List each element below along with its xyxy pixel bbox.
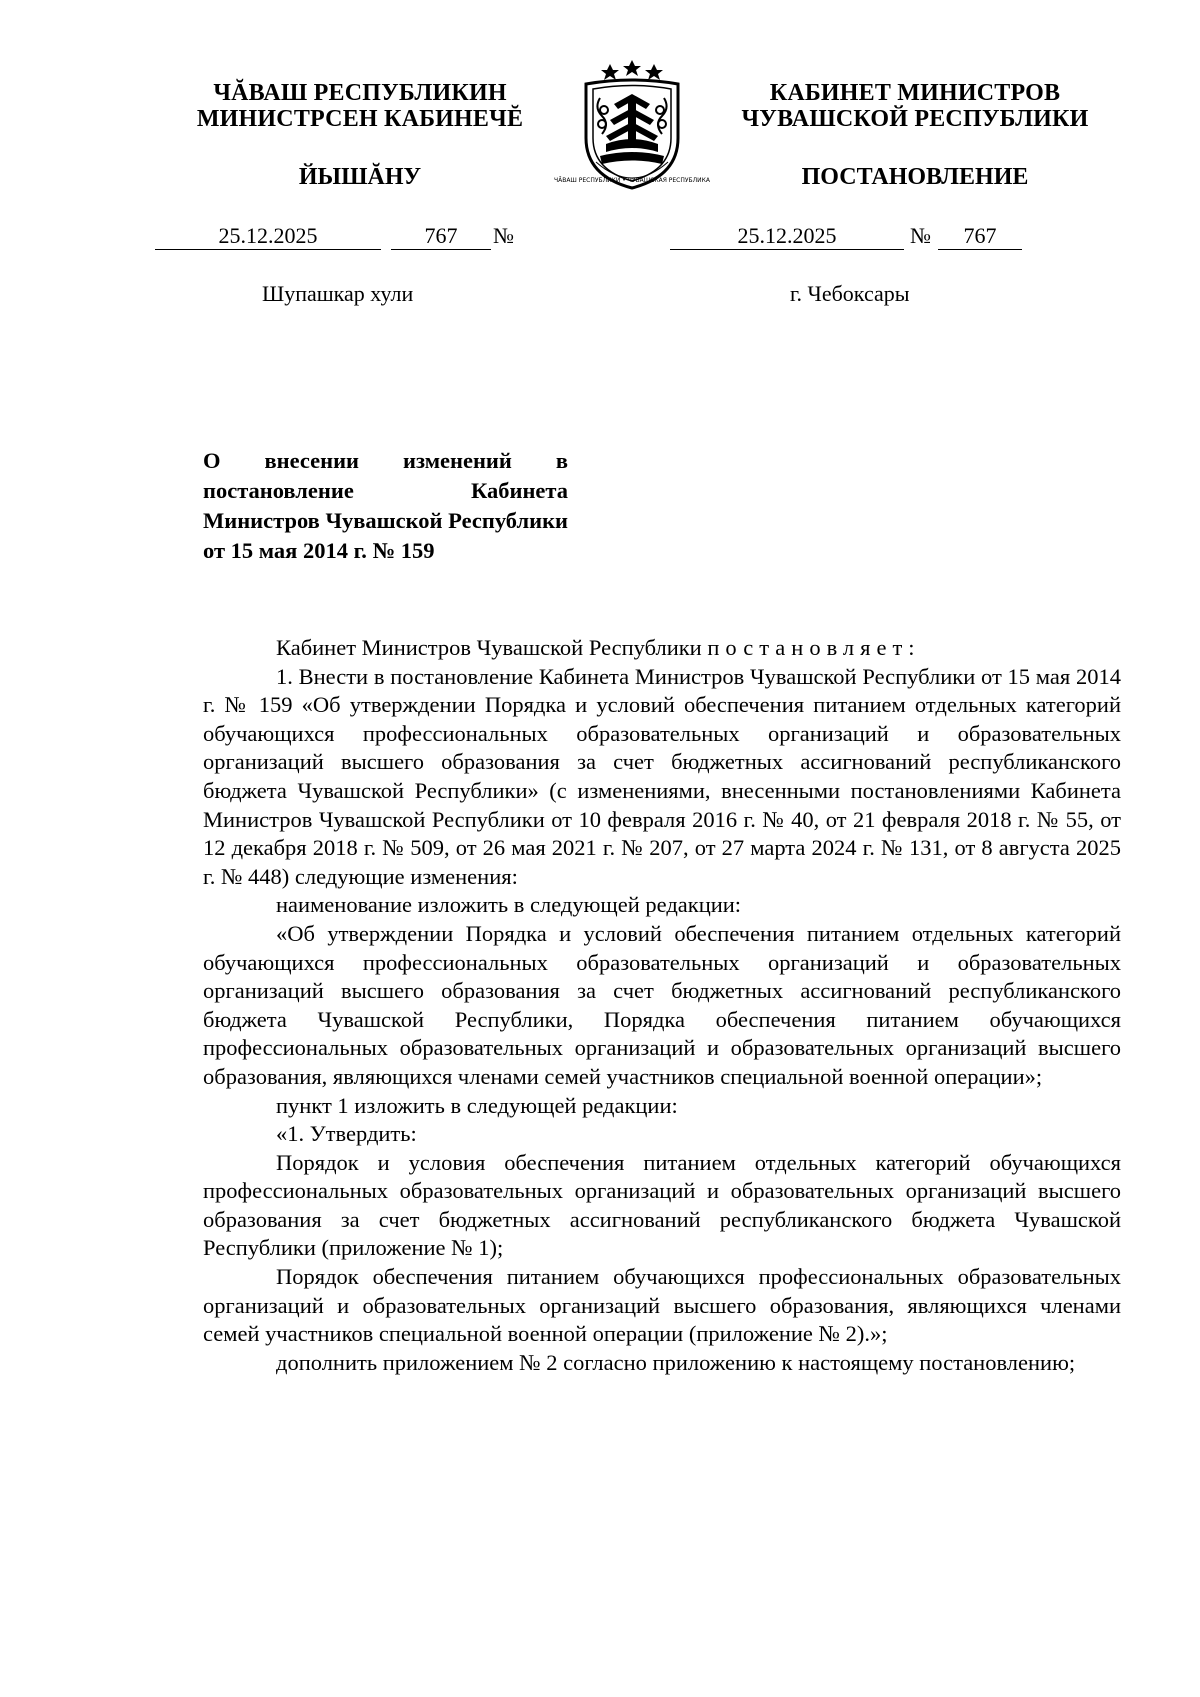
chuvash-city: Шупашкар хули <box>262 281 414 306</box>
russian-number-sign: № <box>910 223 931 248</box>
document-body <box>203 634 1121 1377</box>
header-chuvash-line2: МИНИСТРСЕН КАБИНЕЧĔ <box>196 106 524 132</box>
intro-verb: постановляет: <box>707 635 921 660</box>
document-subject: О внесении изменений в постановление Кабинета Министров Чувашской Республики от 15 мая 2014 г. № 159 <box>203 448 568 563</box>
chuvash-number-sign: № <box>493 223 514 248</box>
doc-type-chuvash: ЙЫШĂНУ <box>298 164 422 190</box>
chuvash-date-number-line <box>155 224 525 250</box>
paragraph-3: «Об утверждении Порядка и условий обеспечения питанием отдельных категорий обучающихся профессиональных образовательных организаций и образовательных организаций высшего образования за счет бюджетных ассигнований республиканского бюджета Чувашской Республики, Порядка обеспечения питанием обучающихся профессиональных образовательных организаций и образовательных организаций высшего образования, являющихся членами семей участников специальной военной операции»; <box>203 920 1121 1089</box>
header-chuvash-line1: ЧĂВАШ РЕСПУБЛИКИН <box>213 80 507 106</box>
header-russian-line2: ЧУВАШСКОЙ РЕСПУБЛИКИ <box>741 106 1089 132</box>
paragraph-2: наименование изложить в следующей редакции: <box>276 892 742 918</box>
header-russian-line1: КАБИНЕТ МИНИСТРОВ <box>769 80 1061 106</box>
intro-paragraph <box>203 634 1121 663</box>
doc-type-russian: ПОСТАНОВЛЕНИЕ <box>801 164 1029 190</box>
paragraph-6: Порядок и условия обеспечения питанием отдельных категорий обучающихся профессиональных образовательных организаций и образовательных организаций высшего образования за счет бюджетных ассигнований республиканского бюджета Чувашской Республики (приложение № 1); <box>203 1149 1121 1261</box>
paragraph-5: «1. Утвердить: <box>276 1121 417 1147</box>
paragraph-1: 1. Внести в постановление Кабинета Министров Чувашской Республики от 15 мая 2014 г. № 159 «Об утверждении Порядка и условий обеспечения питанием отдельных категорий обучающихся профессиональных образовательных организаций и образовательных организаций высшего образования за счет бюджетных ассигнований республиканского бюджета Чувашской Республики» (с изменениями, внесенными постановлениями Кабинета Министров Чувашской Республики от 10 февраля 2016 г. № 40, от 21 февраля 2018 г. № 55, от 12 декабря 2018 г. № 509, от 26 мая 2021 г. № 207, от 27 марта 2024 г. № 131, от 8 августа 2025 г. № 448) следующие изменения: <box>203 663 1121 889</box>
paragraph-4: пункт 1 изложить в следующей редакции: <box>276 1092 678 1118</box>
intro-prefix: Кабинет Министров Чувашской Республики <box>276 635 702 660</box>
paragraph-8: дополнить приложением № 2 согласно приложению к настоящему постановлению; <box>276 1349 1076 1375</box>
chuvash-number: 767 <box>391 224 491 250</box>
russian-city: г. Чебоксары <box>790 281 910 306</box>
header-chuvash-title <box>150 80 570 132</box>
emblem-text: ЧĂВАШ РЕСПУБЛИКИ • ЧУВАШСКАЯ РЕСПУБЛИКА <box>553 177 711 184</box>
russian-number: 767 <box>938 224 1022 250</box>
header-russian-title <box>715 80 1115 132</box>
chuvash-emblem-icon <box>553 58 711 192</box>
russian-date-number-line <box>670 224 1030 250</box>
paragraph-7: Порядок обеспечения питанием обучающихся профессиональных образовательных организаций и образовательных организаций высшего образования, являющихся членами семей участников специальной военной операции (приложение № 2).»; <box>203 1264 1121 1347</box>
chuvash-date: 25.12.2025 <box>155 224 381 250</box>
russian-date: 25.12.2025 <box>670 224 904 250</box>
